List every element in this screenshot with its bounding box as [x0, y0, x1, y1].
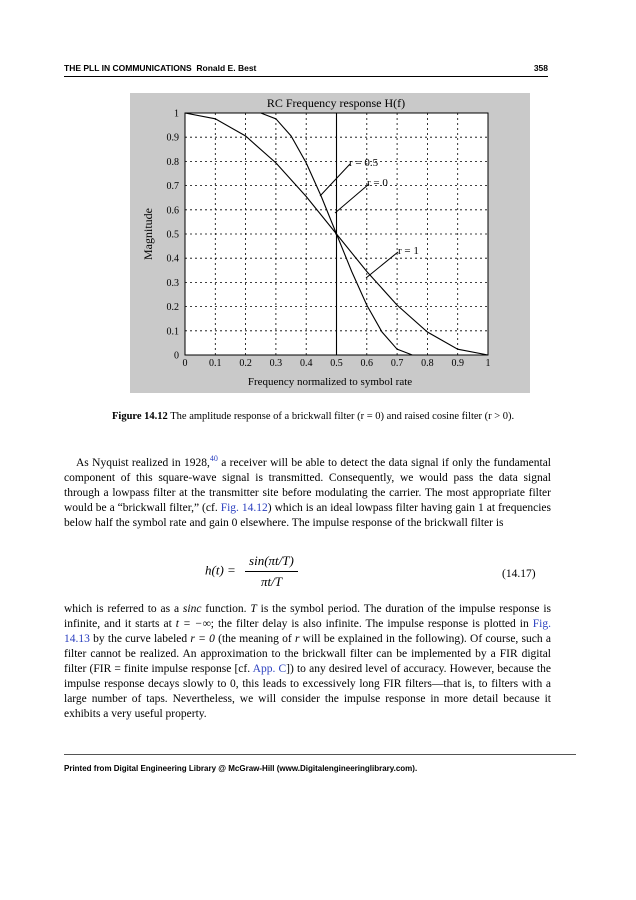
p2-r0: r = 0 — [190, 633, 215, 645]
link-fig-14-12[interactable]: Fig. 14.12 — [220, 501, 268, 514]
x-tick-label: 1 — [485, 358, 491, 369]
equation-number: (14.17) — [502, 568, 536, 580]
x-tick-label: 0.8 — [421, 358, 434, 369]
link-fig-14-13[interactable]: Fig. 14.13 — [64, 618, 551, 645]
y-tick-label: 0.1 — [166, 326, 179, 338]
equation-denominator: πt/T — [260, 574, 282, 589]
header-title: THE PLL IN COMMUNICATIONS — [64, 63, 192, 73]
y-tick-label: 0.4 — [166, 253, 179, 265]
annotation-r1: r = 1 — [398, 245, 419, 257]
figure-label: Figure 14.12 — [112, 411, 168, 422]
header-rule — [64, 76, 548, 77]
y-tick-label: 1 — [174, 108, 179, 120]
running-header — [64, 63, 548, 73]
equation-lhs: h(t) = — [205, 562, 236, 578]
p2-text-b: function. — [201, 603, 251, 615]
y-tick-label: 0.8 — [166, 156, 179, 168]
equation-14-17 — [205, 553, 298, 590]
equation-numerator: sin(πt/T) — [245, 553, 298, 572]
x-axis-label: Frequency normalized to symbol rate — [247, 376, 413, 388]
y-axis-label: Magnitude — [141, 208, 155, 260]
x-tick-label: 0.4 — [299, 358, 313, 369]
p2-text-c: is the symbol period. The duration of the impulse response is infinite, and it starts at — [64, 603, 551, 630]
p2-text-g: will be explained in the following). Of course, such a filter cannot be realized. An approximation to the brickwall filter can be implemented by a FIR digital filter (FIR = finite impulse response [cf. — [64, 633, 551, 675]
chart-title: RC Frequency response H(f) — [266, 96, 406, 110]
y-tick-label: 0 — [174, 350, 179, 362]
paragraph-1 — [64, 451, 551, 531]
y-tick-label: 0.2 — [166, 302, 179, 314]
p2-text-f: (the meaning of — [214, 633, 295, 645]
p1-text-a: As Nyquist realized in 1928, — [76, 456, 210, 469]
x-tick-label: 0 — [182, 358, 188, 369]
p1-text-c: ) which is an ideal lowpass filter having gain 1 at frequencies below half the symbol rate and gain 0 elsewhere. The impulse response of the brickwall filter is — [64, 501, 552, 529]
y-tick-label: 0.3 — [166, 277, 179, 289]
page-number: 358 — [533, 63, 548, 73]
footer-text: Printed from Digital Engineering Library @ McGraw-Hill (www.Digitalengineeringlibrary.com). — [64, 764, 418, 773]
p1-text-b: a receiver will be able to detect the data signal if only the fundamental component of this square-wave signal is transmitted. Consequently, we would pass the data signal through a lowpass filter at the transmitter site before modulating the carrier. The most appropriate filter would be a “brickwall filter,” (cf. — [64, 456, 551, 514]
y-tick-label: 0.5 — [166, 229, 179, 241]
p2-sinc: sinc — [182, 603, 202, 615]
p2-text-h: ]) to any desired level of accuracy. However, because the impulse response decays slowly to 0, this leads to excessively long FIR filters—that is, to filters with a large number of taps. Nevertheless, we will consider the impulse response in more detail because it exhibits a very useful property. — [64, 663, 551, 720]
p2-expr: t = −∞ — [175, 618, 211, 630]
x-tick-label: 0.7 — [390, 358, 404, 369]
p2-symbol-T: T — [250, 603, 257, 615]
reference-40[interactable]: 40 — [209, 454, 218, 463]
y-tick-label: 0.9 — [166, 132, 179, 144]
p2-text-e: by the curve labeled — [89, 633, 191, 645]
header-author: Ronald E. Best — [196, 63, 257, 73]
p2-text-a: which is referred to as a — [64, 603, 183, 615]
figure-caption-text: The amplitude response of a brickwall filter (r = 0) and raised cosine filter (r > 0). — [170, 411, 515, 422]
y-tick-label: 0.7 — [166, 181, 179, 193]
x-tick-label: 0.2 — [239, 358, 252, 369]
p2-r: r — [294, 633, 300, 645]
footer-rule — [64, 754, 576, 755]
x-tick-label: 0.9 — [451, 358, 464, 369]
x-tick-label: 0.3 — [269, 358, 283, 369]
frequency-response-chart — [130, 93, 530, 393]
x-tick-label: 0.1 — [209, 358, 222, 369]
p2-text-d: ; the filter delay is also infinite. The impulse response is plotted in — [210, 618, 533, 630]
x-tick-label: 0.5 — [330, 358, 343, 369]
x-tick-label: 0.6 — [360, 358, 374, 369]
annotation-r0: r = 0 — [367, 177, 388, 189]
equation-fraction — [245, 553, 298, 590]
paragraph-2 — [64, 602, 551, 722]
y-tick-label: 0.6 — [166, 205, 179, 217]
figure-caption — [112, 410, 552, 423]
link-app-c[interactable]: App. C — [252, 663, 287, 675]
annotation-r05: r = 0.5 — [349, 157, 379, 169]
